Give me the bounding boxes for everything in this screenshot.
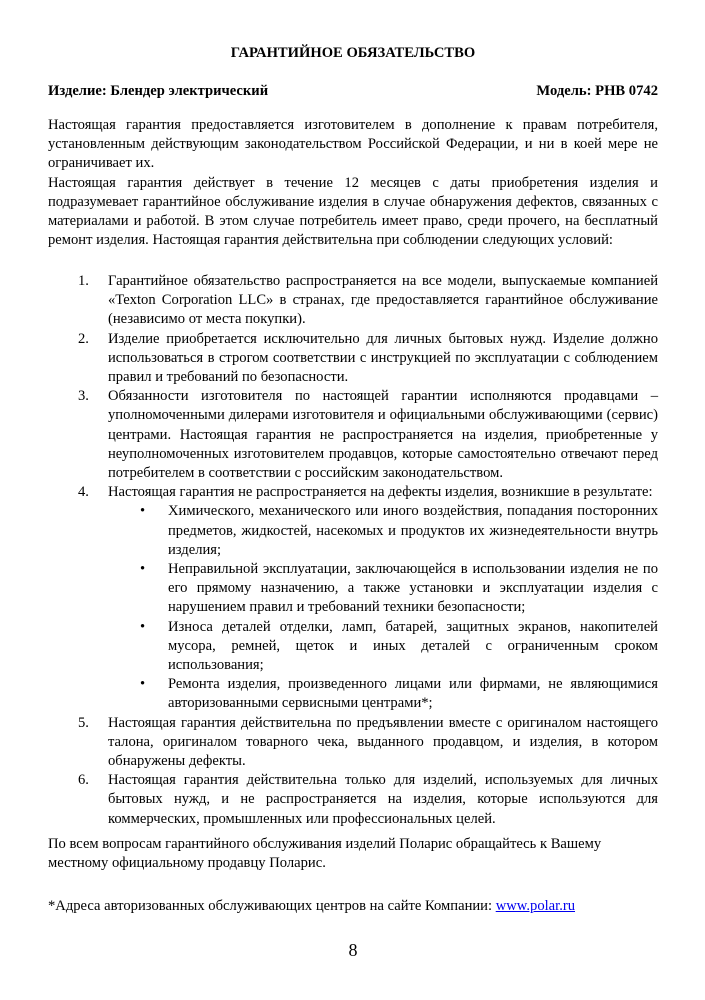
- document-title: ГАРАНТИЙНОЕ ОБЯЗАТЕЛЬСТВО: [230, 45, 476, 61]
- condition-number: 1.: [78, 273, 89, 289]
- condition-number: 4.: [78, 484, 89, 501]
- bullet-icon: •: [140, 618, 146, 635]
- condition-text: Гарантийное обязательство распространяется на все модели, выпускаемые компанией «Texton Corporation LLC» в странах, где предоставляется гарантийное обслуживание (независимо от места покупки).: [108, 273, 658, 328]
- polar-website-link[interactable]: www.polar.ru: [495, 898, 576, 914]
- bullet-item: [108, 560, 658, 618]
- model-label: Модель: PHB 0742: [536, 83, 658, 99]
- bullet-text: Неправильной эксплуатации, заключающейся в использовании изделия не по его прямому назначению, а также установки и эксплуатации изделия с нарушением правил и требований техники безопасности;: [168, 561, 658, 616]
- bullet-text: Химического, механического или иного воздействия, попадания посторонних предметов, жидкостей, насекомых и продуктов их жизнедеятельности внутрь изделия;: [168, 503, 658, 558]
- intro-paragraph: Настоящая гарантия предоставляется изготовителем в дополнение к правам потребителя, установленным действующим законодательством Российской Федерации, и ни в коей мере не ограничивает их.: [48, 117, 658, 172]
- condition-number: 3.: [78, 388, 89, 405]
- bullet-icon: •: [140, 561, 146, 578]
- condition-text: Настоящая гарантия действительна только для изделий, используемых для личных бытовых нужд, и не распространяется на изделия, которые используются для коммерческих, промышленных или профессиональных целей.: [108, 772, 658, 827]
- defect-causes-list: [108, 502, 658, 713]
- condition-item: [48, 714, 658, 772]
- service-centers-footnote: [48, 897, 658, 916]
- condition-text: Настоящая гарантия не распространяется на дефекты изделия, возникшие в результате:: [108, 484, 653, 501]
- footnote-text: *Адреса авторизованных обслуживающих центров на сайте Компании:: [48, 898, 496, 914]
- closing-paragraph: По всем вопросам гарантийного обслуживания изделий Поларис обращайтесь к Вашему местному официальному продавцу Поларис.: [48, 836, 602, 872]
- condition-item: [48, 272, 658, 330]
- condition-number: 5.: [78, 714, 89, 731]
- conditions-list: [48, 272, 658, 829]
- product-line: [48, 82, 658, 101]
- bullet-text: Износа деталей отделки, ламп, батарей, защитных экранов, накопителей мусора, ремней, щеток и иных деталей с ограниченным сроком использования;: [168, 618, 658, 674]
- bullet-item: [108, 675, 658, 713]
- bullet-item: [108, 618, 658, 676]
- intro-section: [48, 116, 658, 250]
- bullet-item: [108, 502, 658, 560]
- condition-item: [48, 387, 658, 483]
- product-label: Изделие: Блендер электрический: [48, 83, 269, 99]
- condition-item: [48, 330, 658, 388]
- condition-item: [48, 483, 658, 713]
- bullet-icon: •: [140, 676, 146, 693]
- page-number: 8: [348, 940, 358, 960]
- condition-text: Настоящая гарантия действительна по предъявлении вместе с оригиналом настоящего талона, оригиналом товарного чека, выданного продавцом, и изделия, в котором обнаружены дефекты.: [108, 714, 658, 770]
- bullet-text: Ремонта изделия, произведенного лицами или фирмами, не являющимися авторизованными сервисными центрами*;: [168, 676, 658, 712]
- condition-number: 2.: [78, 330, 89, 347]
- condition-item: [48, 771, 658, 829]
- condition-text: Изделие приобретается исключительно для личных бытовых нужд. Изделие должно использоваться в строгом соответствии с инструкцией по эксплуатации с соблюдением правил и требований по безопасности.: [108, 330, 658, 386]
- condition-text: Обязанности изготовителя по настоящей гарантии исполняются продавцами – уполномоченными дилерами изготовителя и официальными обслуживающими (сервис) центрами. Настоящая гарантия не распространяется на изделия, приобретенные у неуполномоченных изготовителем продавцов, которые самостоятельно отвечают перед потребителем в соответствии с российским законодательством.: [108, 388, 658, 482]
- bullet-icon: •: [140, 503, 146, 520]
- intro-paragraph: Настоящая гарантия действует в течение 12 месяцев с даты приобретения изделия и подразумевает гарантийное обслуживание изделия в случае обнаружения дефектов, связанных с материалами и работой. В этом случае потребитель имеет право, среди прочего, на бесплатный ремонт изделия. Настоящая гарантия действительна при соблюдении следующих условий:: [48, 174, 658, 249]
- condition-number: 6.: [78, 772, 89, 789]
